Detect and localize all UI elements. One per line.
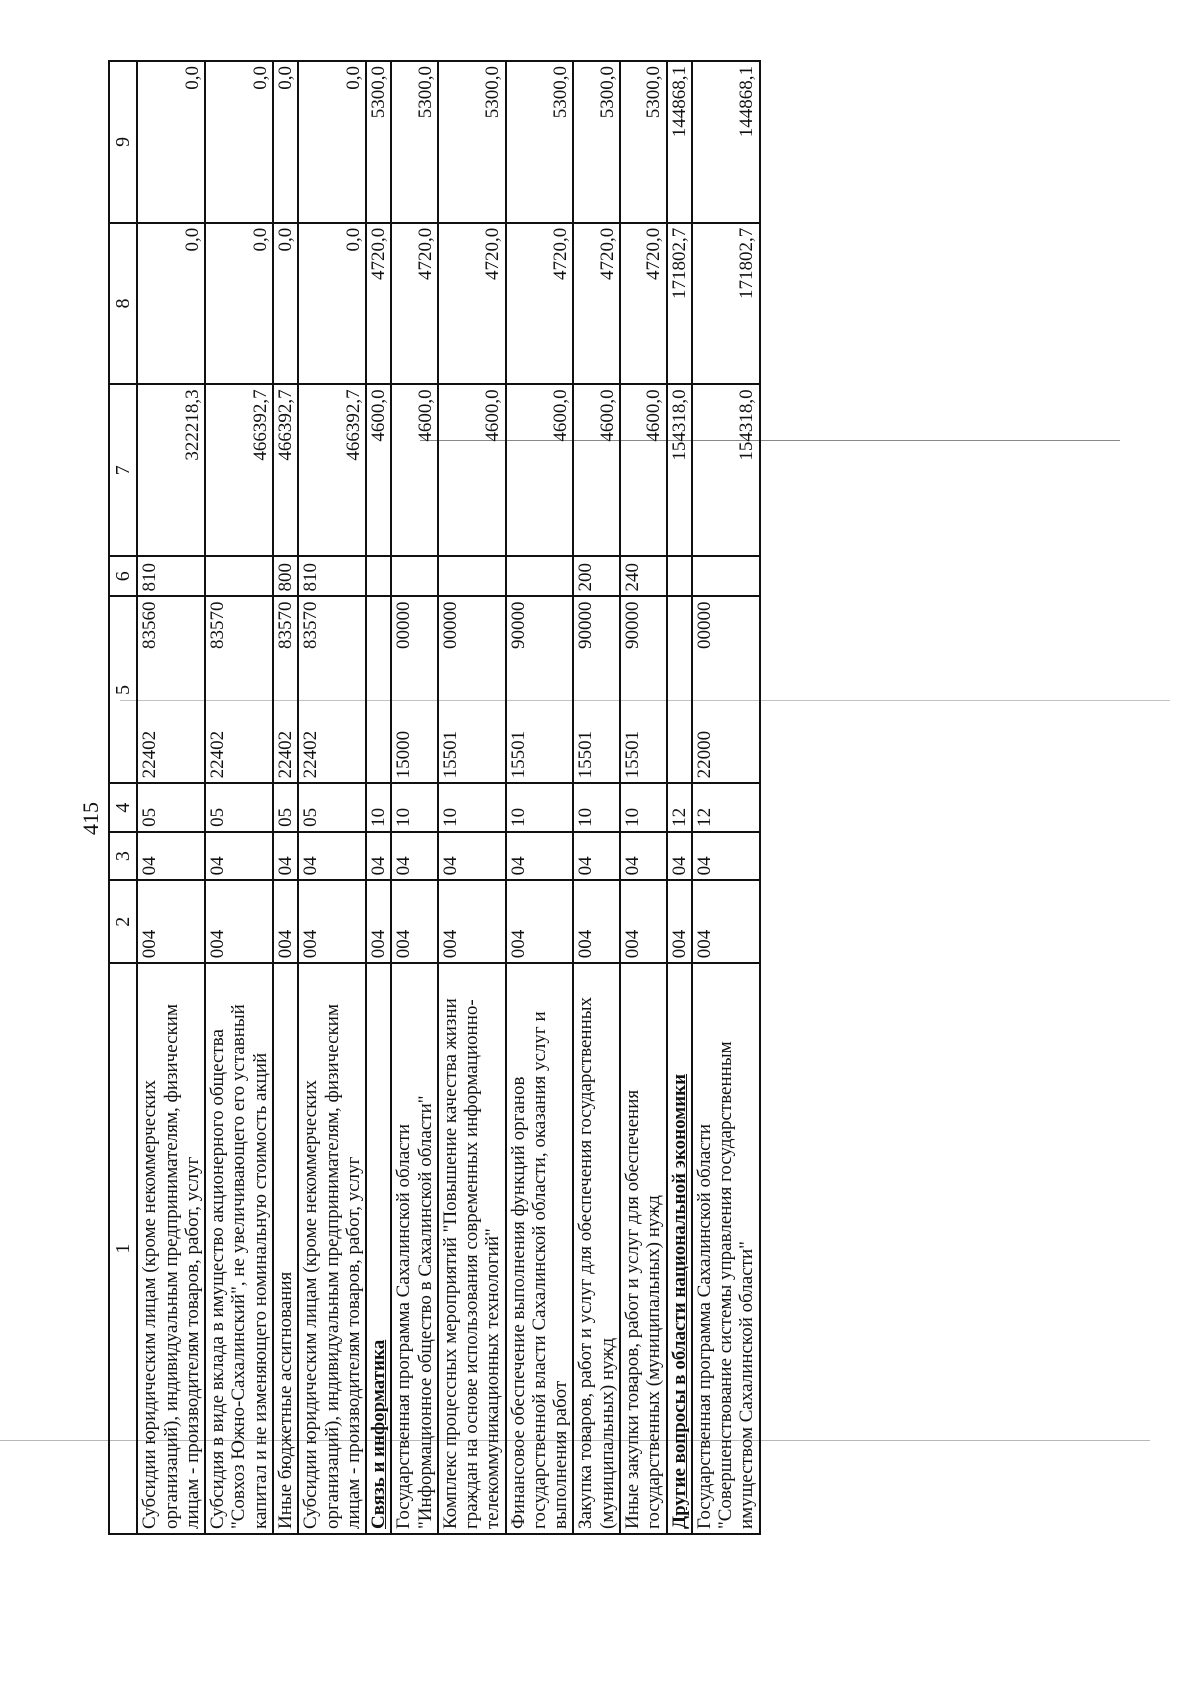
row-code-section: 04: [573, 832, 620, 880]
row-code-subsection: 10: [438, 783, 506, 831]
row-name: Финансовое обеспечение выполнения функций органов государственной власти Сахалинской области, оказания услуг и выполнения работ: [506, 963, 574, 1534]
row-code-ministry: 004: [438, 880, 506, 963]
row-expense-type: [205, 556, 273, 596]
row-name: Субсидии юридическим лицам (кроме некоммерческих организаций), индивидуальным предпринимателям, физическим лицам - производителям товаров, работ, услуг: [298, 963, 366, 1534]
row-amount-col9: 5300,0: [573, 61, 620, 223]
row-name: Субсидия в виде вклада в имущество акционерного общества "Совхоз Южно-Сахалинский", не увеличивающего его уставный капитал и не изменяющего номинальную стоимость акций: [205, 963, 273, 1534]
row-name: Иные закупки товаров, работ и услуг для обеспечения государственных (муниципальных) нужд: [620, 963, 667, 1534]
row-expense-type: [667, 556, 692, 596]
row-amount-col9: 144868,1: [667, 61, 692, 223]
row-amount-col9: 5300,0: [391, 61, 438, 223]
row-amount-col7: 154318,0: [667, 384, 692, 556]
row-amount-col9: 0,0: [298, 61, 366, 223]
row-amount-col8: 4720,0: [506, 223, 574, 385]
row-amount-col9: 5300,0: [620, 61, 667, 223]
row-name: Субсидии юридическим лицам (кроме некоммерческих организаций), индивидуальным предпринимателям, физическим лицам - производителям товаров, работ, услуг: [137, 963, 205, 1534]
row-target-article-part1: 22402: [300, 730, 322, 779]
row-target-article: [137, 597, 205, 784]
row-target-article-part1: 22402: [274, 730, 296, 779]
row-target-article-part2: 83570: [300, 601, 322, 649]
row-name: Закупка товаров, работ и услуг для обеспечения государственных (муниципальных) нужд: [573, 963, 620, 1534]
header-col-8: 8: [109, 223, 137, 385]
row-code-section: 04: [620, 832, 667, 880]
row-target-article-part2: 90000: [621, 601, 643, 649]
row-code-section: 04: [366, 832, 391, 880]
row-target-article-part1: 15000: [393, 730, 415, 779]
row-amount-col8: 171802,7: [692, 223, 760, 385]
row-expense-type: [692, 556, 760, 596]
header-col-6: 6: [109, 556, 137, 596]
header-col-9: 9: [109, 61, 137, 223]
row-code-ministry: 004: [391, 880, 438, 963]
header-col-5: 5: [109, 597, 137, 784]
row-code-section: 04: [273, 832, 298, 880]
row-code-subsection: 05: [137, 783, 205, 831]
table-row: [273, 61, 298, 1534]
row-code-subsection: 10: [366, 783, 391, 831]
row-code-section: 04: [667, 832, 692, 880]
row-code-subsection: 10: [620, 783, 667, 831]
row-amount-col7: 4600,0: [573, 384, 620, 556]
row-target-article: [298, 597, 366, 784]
row-target-article-part1: 15501: [507, 730, 529, 779]
row-expense-type: [366, 556, 391, 596]
row-amount-col8: 171802,7: [667, 223, 692, 385]
row-target-article-part1: 15501: [439, 730, 461, 779]
table-row: [573, 61, 620, 1534]
row-target-article-part2: 90000: [507, 601, 529, 649]
row-amount-col8: 0,0: [137, 223, 205, 385]
row-code-section: 04: [506, 832, 574, 880]
row-code-ministry: 004: [506, 880, 574, 963]
row-target-article-part2: 00000: [393, 601, 415, 649]
row-amount-col8: 0,0: [298, 223, 366, 385]
row-code-ministry: 004: [667, 880, 692, 963]
table-row: [205, 61, 273, 1534]
row-amount-col8: 4720,0: [438, 223, 506, 385]
row-target-article: [273, 597, 298, 784]
row-amount-col8: 4720,0: [366, 223, 391, 385]
table-row: [506, 61, 574, 1534]
row-code-section: 04: [137, 832, 205, 880]
row-target-article-part2: 90000: [575, 601, 597, 649]
row-expense-type: 200: [573, 556, 620, 596]
row-target-article-part1: 15501: [621, 730, 643, 779]
row-amount-col7: 466392,7: [205, 384, 273, 556]
table-row: [298, 61, 366, 1534]
row-expense-type: 240: [620, 556, 667, 596]
row-name: Государственная программа Сахалинской области "Совершенствование системы управления государственным имуществом Сахалинской области": [692, 963, 760, 1534]
row-amount-col8: 0,0: [273, 223, 298, 385]
row-amount-col9: 5300,0: [438, 61, 506, 223]
row-target-article: [366, 597, 391, 784]
row-expense-type: 810: [137, 556, 205, 596]
row-target-article-part2: 00000: [439, 601, 461, 649]
row-target-article: [620, 597, 667, 784]
row-amount-col9: 5300,0: [506, 61, 574, 223]
row-code-ministry: 004: [620, 880, 667, 963]
row-amount-col7: 466392,7: [298, 384, 366, 556]
row-target-article: [667, 597, 692, 784]
row-code-ministry: 004: [273, 880, 298, 963]
row-code-ministry: 004: [692, 880, 760, 963]
row-amount-col7: 466392,7: [273, 384, 298, 556]
row-code-section: 04: [692, 832, 760, 880]
table-row: [438, 61, 506, 1534]
header-col-2: 2: [109, 880, 137, 963]
header-col-1: 1: [109, 963, 137, 1534]
row-amount-col8: 4720,0: [573, 223, 620, 385]
row-code-section: 04: [205, 832, 273, 880]
row-target-article-part2: 83570: [207, 601, 229, 649]
row-code-subsection: 12: [667, 783, 692, 831]
table-row: [366, 61, 391, 1534]
row-code-section: 04: [298, 832, 366, 880]
row-expense-type: 810: [298, 556, 366, 596]
row-name: Связь и информатика: [366, 963, 391, 1534]
row-target-article-part2: 83560: [139, 601, 161, 649]
table-row: [391, 61, 438, 1534]
row-code-ministry: 004: [573, 880, 620, 963]
table-row: [620, 61, 667, 1534]
row-target-article-part1: 22402: [139, 730, 161, 779]
table-row: [667, 61, 692, 1534]
row-code-subsection: 05: [298, 783, 366, 831]
table-body: [137, 61, 759, 1534]
table-row: [692, 61, 760, 1534]
row-target-article-part2: 83570: [274, 601, 296, 649]
row-amount-col8: 4720,0: [391, 223, 438, 385]
row-code-subsection: 12: [692, 783, 760, 831]
row-name: Иные бюджетные ассигнования: [273, 963, 298, 1534]
row-target-article: [391, 597, 438, 784]
row-amount-col9: 5300,0: [366, 61, 391, 223]
row-amount-col9: 0,0: [137, 61, 205, 223]
row-target-article: [573, 597, 620, 784]
row-expense-type: [438, 556, 506, 596]
row-amount-col7: 4600,0: [506, 384, 574, 556]
row-code-section: 04: [438, 832, 506, 880]
header-col-7: 7: [109, 384, 137, 556]
row-target-article: [205, 597, 273, 784]
row-code-subsection: 10: [391, 783, 438, 831]
header-col-3: 3: [109, 832, 137, 880]
row-amount-col8: 0,0: [205, 223, 273, 385]
row-amount-col7: 4600,0: [620, 384, 667, 556]
row-amount-col9: 0,0: [273, 61, 298, 223]
row-name: Другие вопросы в области национальной экономики: [667, 963, 692, 1534]
row-target-article: [506, 597, 574, 784]
row-amount-col7: 4600,0: [391, 384, 438, 556]
row-code-subsection: 10: [506, 783, 574, 831]
page-number: 415: [78, 802, 103, 835]
row-target-article-part2: 00000: [693, 601, 715, 649]
row-amount-col9: 0,0: [205, 61, 273, 223]
row-code-subsection: 10: [573, 783, 620, 831]
row-amount-col7: 322218,3: [137, 384, 205, 556]
row-code-subsection: 05: [205, 783, 273, 831]
header-col-4: 4: [109, 783, 137, 831]
row-amount-col8: 4720,0: [620, 223, 667, 385]
row-code-section: 04: [391, 832, 438, 880]
row-amount-col7: 4600,0: [438, 384, 506, 556]
row-code-ministry: 004: [205, 880, 273, 963]
row-code-ministry: 004: [137, 880, 205, 963]
row-code-ministry: 004: [298, 880, 366, 963]
row-target-article: [438, 597, 506, 784]
row-target-article: [692, 597, 760, 784]
row-expense-type: [391, 556, 438, 596]
row-expense-type: 800: [273, 556, 298, 596]
row-target-article-part1: 22000: [693, 730, 715, 779]
rotated-page: [78, 60, 788, 1535]
table-row: [137, 61, 205, 1534]
row-name: Комплекс процессных мероприятий "Повышение качества жизни граждан на основе использования современных информационно-телекоммуникационных технологий": [438, 963, 506, 1534]
budget-table: [108, 60, 761, 1535]
header-row: [109, 61, 137, 1534]
row-target-article-part1: 15501: [575, 730, 597, 779]
row-amount-col7: 154318,0: [692, 384, 760, 556]
row-amount-col9: 144868,1: [692, 61, 760, 223]
row-amount-col7: 4600,0: [366, 384, 391, 556]
row-expense-type: [506, 556, 574, 596]
row-code-subsection: 05: [273, 783, 298, 831]
row-code-ministry: 004: [366, 880, 391, 963]
row-target-article-part1: 22402: [207, 730, 229, 779]
row-name: Государственная программа Сахалинской области "Информационное общество в Сахалинской области": [391, 963, 438, 1534]
